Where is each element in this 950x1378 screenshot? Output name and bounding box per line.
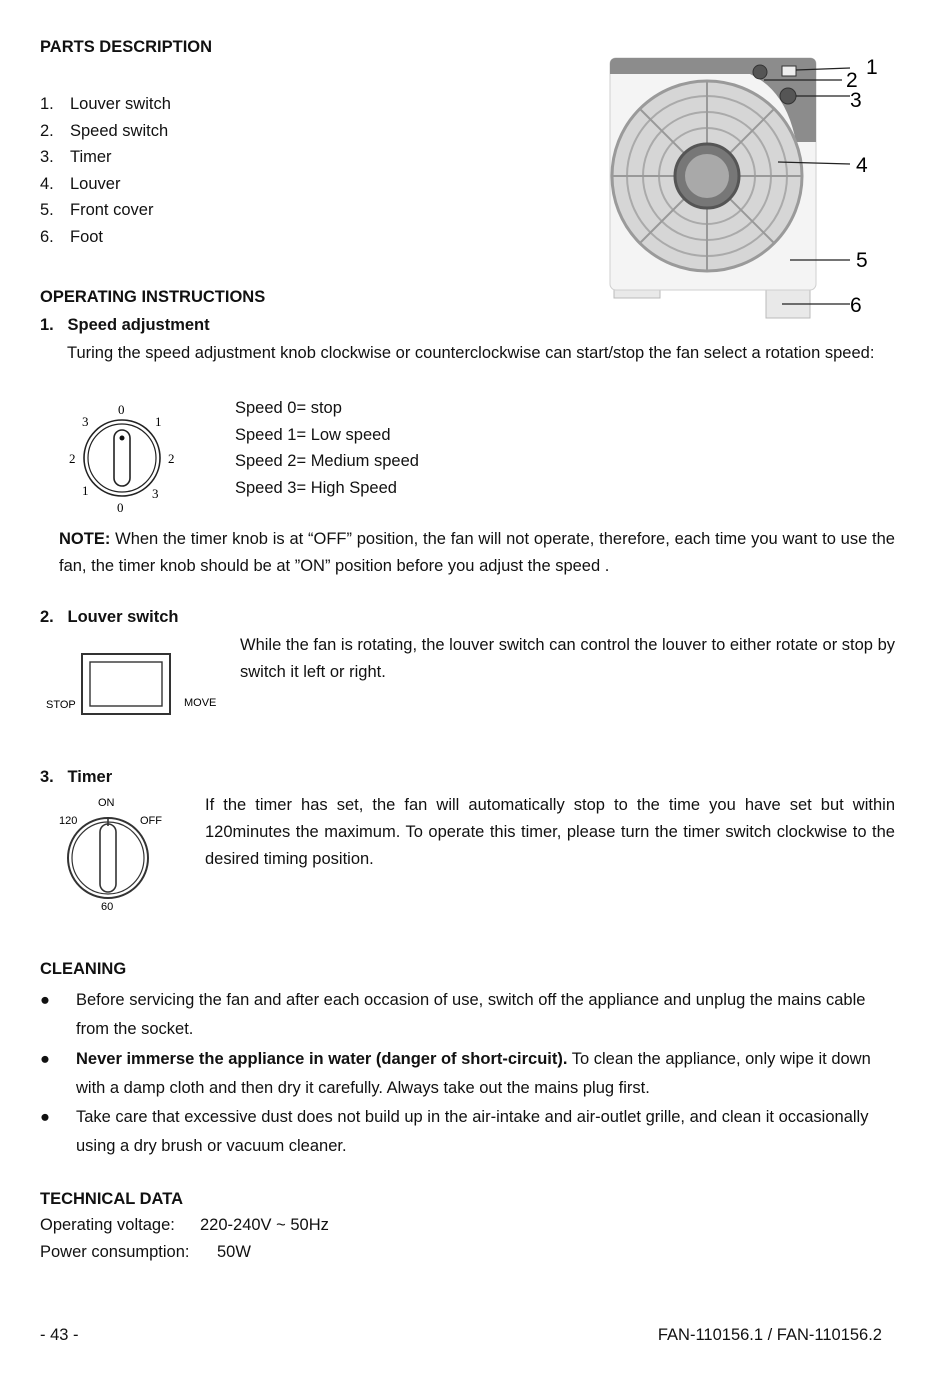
bullet-icon: ● — [40, 1050, 50, 1068]
list-item: Speed 1= Low speed — [235, 425, 391, 444]
speed-knob — [753, 65, 767, 79]
callout-label: 2 — [846, 69, 858, 92]
callout-label: 6 — [850, 294, 862, 317]
louver-switch — [782, 66, 796, 76]
louver-switch-diagram — [44, 652, 224, 716]
operating-heading: OPERATING INSTRUCTIONS — [40, 288, 266, 306]
speed-list — [235, 395, 419, 501]
callout-label: 5 — [856, 249, 868, 272]
dial-label: 1 — [155, 414, 162, 429]
voltage-value: 220-240V ~ 50Hz — [200, 1216, 329, 1234]
dial-label: 2 — [69, 451, 76, 466]
louver-text: While the fan is rotating, the louver switch can control the louver to either rotate or stop by switch it left or right. — [240, 636, 895, 681]
list-item: 5. Front cover — [40, 201, 154, 220]
timer-knob — [780, 88, 796, 104]
list-item: Speed 3= High Speed — [235, 478, 397, 497]
stop-label: STOP — [46, 699, 76, 711]
timer-mid-label: 60 — [101, 901, 114, 913]
page-number: - 43 - — [40, 1326, 79, 1344]
timer-title: 3. Timer — [40, 768, 113, 786]
note-label: NOTE: — [59, 530, 111, 548]
list-item: 3. Timer — [40, 148, 112, 167]
speed-dial-diagram — [62, 400, 186, 516]
timer-dial-diagram — [56, 794, 176, 914]
cleaning-heading: CLEANING — [40, 960, 127, 978]
dial-label: 0 — [117, 500, 124, 515]
dial-label: 2 — [168, 451, 175, 466]
timer-knob-pointer — [100, 824, 116, 892]
model-number: FAN-110156.1 / FAN-110156.2 — [657, 1326, 882, 1344]
timer-text: If the timer has set, the fan will automatically stop to the time you have set but within 120minutes the maximum. To operate this timer, please turn the timer switch clockwise to the desired timing position. — [205, 796, 895, 868]
dial-label: 1 — [82, 483, 89, 498]
callout-label: 3 — [850, 89, 862, 112]
move-label: MOVE — [184, 697, 217, 709]
callout-label: 1 — [866, 56, 878, 79]
parts-list — [40, 91, 171, 251]
list-item: 4. Louver — [40, 174, 121, 193]
timer-off-label: OFF — [140, 815, 162, 827]
power-value: 50W — [217, 1243, 251, 1261]
bullet-icon: ● — [40, 991, 50, 1009]
parts-heading: PARTS DESCRIPTION — [40, 38, 213, 56]
box-fan-illustration — [600, 50, 890, 330]
list-item: 6. Foot — [40, 227, 104, 246]
bullet-icon: ● — [40, 1108, 50, 1126]
technical-heading: TECHNICAL DATA — [40, 1190, 183, 1208]
callout-label: 4 — [856, 154, 868, 177]
timer-max-label: 120 — [59, 815, 78, 827]
timer-on-label: ON — [98, 797, 115, 809]
power-label: Power consumption: — [40, 1243, 190, 1261]
speed-title: 1. Speed adjustment — [40, 316, 210, 334]
list-item: 1. Louver switch — [40, 95, 171, 113]
louver-title: 2. Louver switch — [40, 608, 179, 626]
list-item: 2. Speed switch — [40, 121, 169, 140]
dial-label: 3 — [82, 414, 89, 429]
voltage-label: Operating voltage: — [40, 1216, 175, 1234]
dial-label: 3 — [152, 486, 159, 501]
speed-text: Turing the speed adjustment knob clockwise or counterclockwise can start/stop the fan select a rotation speed: — [67, 344, 875, 362]
note-paragraph: NOTE: When the timer knob is at “OFF” position, the fan will not operate, therefore, each time you want to use the fan, the timer knob should be at ”ON” position before you adjust the speed . — [59, 530, 895, 575]
list-item: Speed 0= stop — [235, 399, 342, 417]
list-item: Speed 2= Medium speed — [235, 452, 419, 471]
foot-right — [766, 288, 810, 318]
dial-label: 0 — [118, 402, 125, 417]
